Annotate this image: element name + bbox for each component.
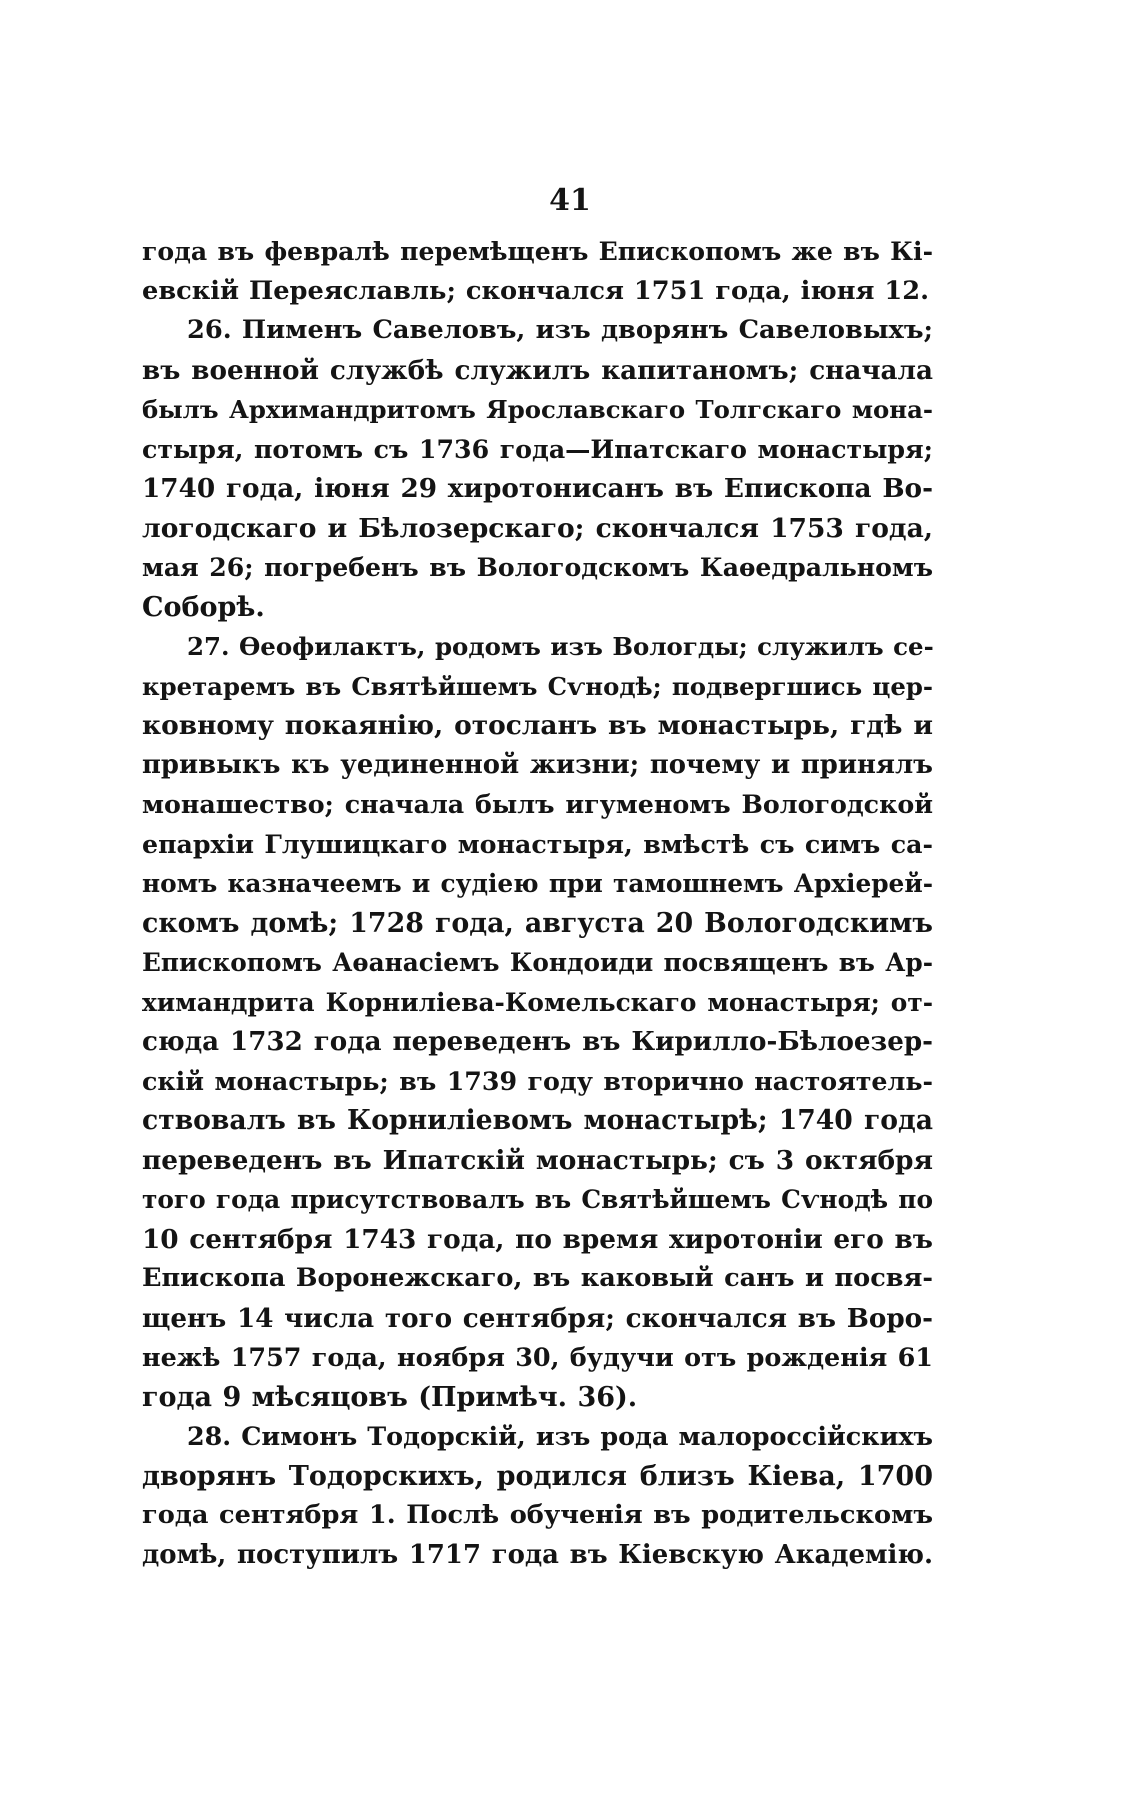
paragraph-entry-26 [142,311,933,627]
text-line: 28. Симонъ Тодорскій, изъ рода малороссійскихъ [187,1421,933,1451]
text-line: логодскаго и Бѣлозерскаго; скончался 1753 года, [142,512,933,544]
body-text [142,232,933,1575]
page-number: 41 [549,183,591,218]
text-line: епархіи Глушицкаго монастыря, вмѣстѣ съ симъ са- [142,828,933,859]
text-line: переведенъ въ Ипатскій монастырь; съ 3 октября [142,1144,933,1176]
text-line: ковному покаянію, отосланъ въ монастырь, гдѣ и [142,710,933,741]
text-line: Епископомъ Аѳанасіемъ Кондоиди посвященъ въ Ар- [142,948,933,977]
text-line: года въ февралѣ перемѣщенъ Епископомъ же въ Кі- [142,236,933,266]
text-line: въ военной службѣ служилъ капитаномъ; сначала [142,354,933,386]
text-line: того года присутствовалъ въ Святѣйшемъ Сѵнодѣ по [142,1185,933,1214]
text-line: скомъ домѣ; 1728 года, августа 20 Вологодскимъ [142,907,933,939]
text-line: кретаремъ въ Святѣйшемъ Сѵнодѣ; подвергшись цер- [142,671,933,701]
text-line: стыря, потомъ съ 1736 года—Ипатскаго монастыря; [142,433,933,464]
text-line: привыкъ къ уединенной жизни; почему и принялъ [142,749,933,780]
text-line: евскій Переяславль; скончался 1751 года, іюня 12. [142,275,929,306]
text-line: химандрита Корниліева-Комельскаго монастыря; от- [142,987,933,1017]
text-line: дворянъ Тодорскихъ, родился близъ Кіева, 1700 [142,1460,933,1492]
text-line: Соборѣ. [142,591,265,623]
text-line: домѣ, поступилъ 1717 года въ Кіевскую Академію. [142,1539,933,1570]
paragraph-entry-28 [142,1417,933,1575]
text-line: сюда 1732 года переведенъ въ Кирилло-Бѣлоезер- [142,1026,933,1057]
text-line: монашество; сначала былъ игуменомъ Вологодской [142,789,933,819]
text-line: ствовалъ въ Корниліевомъ монастырѣ; 1740 года [142,1105,933,1136]
text-line: былъ Архимандритомъ Ярославскаго Толгскаго мона- [142,395,933,424]
text-line: номъ казначеемъ и судіею при тамошнемъ Архіерей- [142,869,933,898]
text-line: 10 сентября 1743 года, по время хиротоніи его въ [142,1223,933,1255]
text-line: нежѣ 1757 года, ноября 30, будучи отъ рожденія 61 [142,1342,933,1372]
text-line: 1740 года, іюня 29 хиротонисанъ въ Епископа Во- [142,473,933,504]
text-line: года 9 мѣсяцовъ (Примѣч. 36). [142,1381,638,1413]
text-line: года сентября 1. Послѣ обученія въ родительскомъ [142,1500,933,1530]
text-line: щенъ 14 числа того сентября; скончался въ Воро- [142,1302,933,1334]
paragraph-entry-27 [142,627,933,1417]
paragraph-continuation [142,232,933,311]
text-line: 27. Ѳеофилактъ, родомъ изъ Вологды; служилъ се- [187,632,934,661]
text-line: Епископа Воронежскаго, въ каковый санъ и посвя- [142,1263,933,1293]
text-line: скій монастырь; въ 1739 году вторично настоятель- [142,1065,933,1096]
text-line: мая 26; погребенъ въ Вологодскомъ Каѳедральномъ [142,552,933,582]
text-line: 26. Пименъ Савеловъ, изъ дворянъ Савеловыхъ; [187,315,933,345]
